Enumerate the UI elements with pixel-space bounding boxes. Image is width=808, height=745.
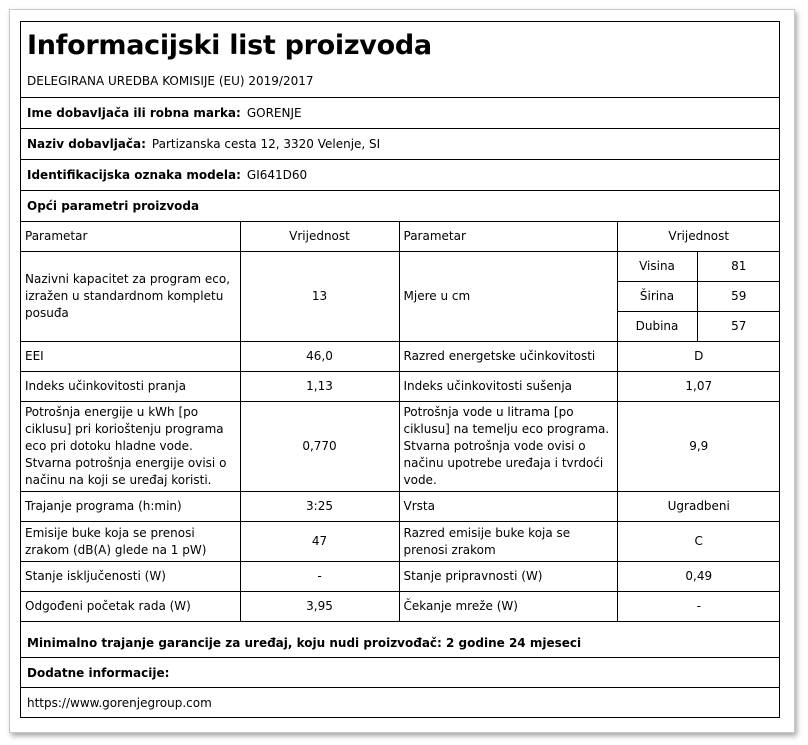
noise-class-value: C	[617, 522, 780, 562]
capacity-value: 13	[240, 252, 399, 342]
table-row	[21, 372, 780, 402]
header-value-right: Vrijednost	[617, 222, 780, 252]
water-consumption-label: Potrošnja vode u litrama [po ciklusu] na temelju eco programa. Stvarna potrošnja vode ovisi o načinu upotrebe uređaja i tvrdoći vode.	[399, 402, 617, 492]
parameters-table	[21, 221, 780, 622]
height-value: 81	[697, 252, 780, 282]
supplier-value: GORENJE	[246, 106, 302, 120]
header-parameter-left: Parametar	[21, 222, 240, 252]
header-parameter-right: Parametar	[399, 222, 617, 252]
warranty-text: Minimalno trajanje garancije za uređaj, koju nudi proizvođač: 2 godine 24 mjeseci	[27, 636, 582, 650]
model-value: GI641D60	[246, 168, 308, 182]
website-link[interactable]: https://www.gorenjegroup.com	[27, 696, 212, 710]
header-value-left: Vrijednost	[240, 222, 399, 252]
capacity-label: Nazivni kapacitet za program eco, izražen u standardnom kompletu posuđa	[21, 252, 240, 342]
address-row	[27, 129, 380, 159]
network-standby-label: Čekanje mreže (W)	[399, 592, 617, 622]
noise-value: 47	[240, 522, 399, 562]
model-label: Identifikacijska oznaka modela:	[27, 168, 241, 182]
table-row	[21, 342, 780, 372]
product-information-sheet	[20, 21, 780, 718]
eei-value: 46,0	[240, 342, 399, 372]
supplier-label: Ime dobavljača ili robna marka:	[27, 106, 241, 120]
table-row	[21, 522, 780, 562]
section-title: Opći parametri proizvoda	[27, 199, 200, 213]
table-row	[21, 592, 780, 622]
noise-label: Emisije buke koja se prenosi zrakom (dB(A) glede na 1 pW)	[21, 522, 240, 562]
table-row	[21, 562, 780, 592]
model-row	[27, 160, 307, 190]
delay-start-value: 3,95	[240, 592, 399, 622]
energy-class-value: D	[617, 342, 780, 372]
additional-info-label: Dodatne informacije:	[27, 666, 170, 680]
width-value: 59	[697, 282, 780, 312]
energy-consumption-value: 0,770	[240, 402, 399, 492]
network-standby-value: -	[617, 592, 780, 622]
regulation-reference: DELEGIRANA UREDBA KOMISIJE (EU) 2019/2017	[27, 74, 314, 88]
type-value: Ugradbeni	[617, 492, 780, 522]
supplier-row	[27, 98, 302, 128]
page-title: Informacijski list proizvoda	[27, 30, 432, 61]
delay-start-label: Odgođeni početak rada (W)	[21, 592, 240, 622]
drying-value: 1,07	[617, 372, 780, 402]
off-mode-value: -	[240, 562, 399, 592]
noise-class-label: Razred emisije buke koja se prenosi zrakom	[399, 522, 617, 562]
dimensions-label: Mjere u cm	[399, 252, 617, 342]
duration-value: 3:25	[240, 492, 399, 522]
table-header-row	[21, 222, 780, 252]
height-label: Visina	[617, 252, 697, 282]
depth-label: Dubina	[617, 312, 697, 342]
standby-label: Stanje pripravnosti (W)	[399, 562, 617, 592]
table-row	[21, 402, 780, 492]
address-label: Naziv dobavljača:	[27, 137, 146, 151]
address-value: Partizanska cesta 12, 3320 Velenje, SI	[151, 137, 381, 151]
energy-class-label: Razred energetske učinkovitosti	[399, 342, 617, 372]
depth-value: 57	[697, 312, 780, 342]
cleaning-value: 1,13	[240, 372, 399, 402]
energy-consumption-label: Potrošnja energije u kWh [po ciklusu] pri korioštenju programa eco pri dotoku hladne vode. Stvarna potrošnja energije ovisi o načinu na koji se uređaj koristi.	[21, 402, 240, 492]
type-label: Vrsta	[399, 492, 617, 522]
table-row	[21, 252, 780, 282]
off-mode-label: Stanje isključenosti (W)	[21, 562, 240, 592]
eei-label: EEI	[21, 342, 240, 372]
drying-label: Indeks učinkovitosti sušenja	[399, 372, 617, 402]
water-consumption-value: 9,9	[617, 402, 780, 492]
duration-label: Trajanje programa (h:min)	[21, 492, 240, 522]
cleaning-label: Indeks učinkovitosti pranja	[21, 372, 240, 402]
standby-value: 0,49	[617, 562, 780, 592]
table-row	[21, 492, 780, 522]
width-label: Širina	[617, 282, 697, 312]
